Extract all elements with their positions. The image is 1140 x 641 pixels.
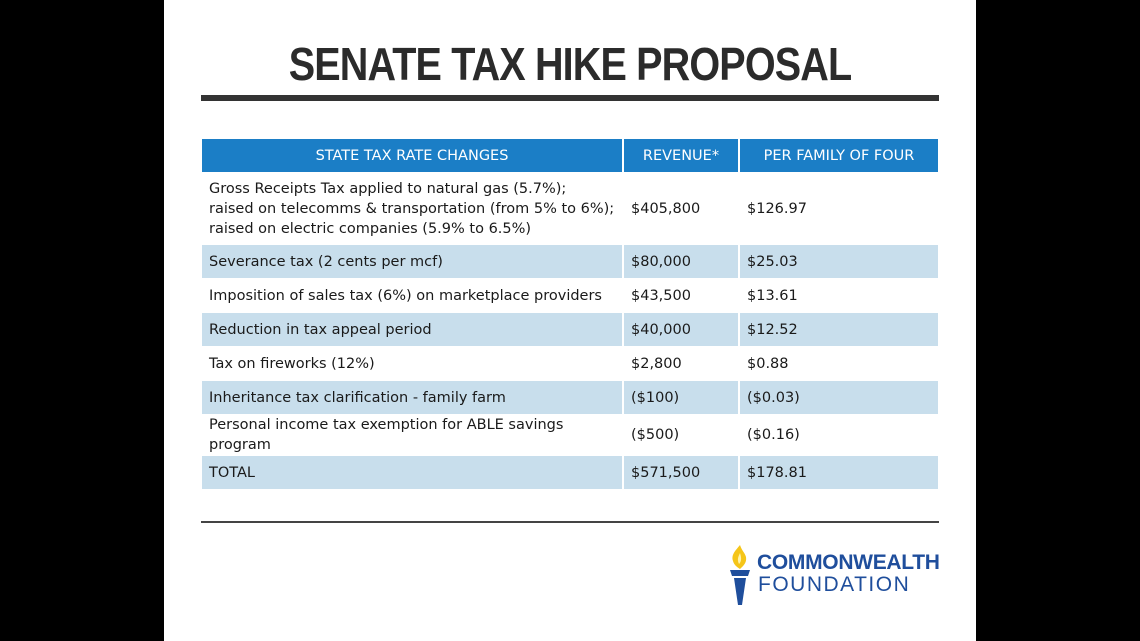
tax-change-cell: TOTAL [202,456,623,490]
tax-change-line: raised on electric companies (5.9% to 6.5%) [209,220,532,237]
header-per-family: PER FAMILY OF FOUR [739,139,938,173]
tax-change-cell: Tax on fireworks (12%) [202,347,623,381]
tax-change-cell [202,173,623,245]
table-row [202,381,938,415]
per-family-cell: ($0.03) [739,381,938,415]
table-row-total [202,456,938,490]
per-family-cell: $126.97 [739,173,938,245]
per-family-cell: $0.88 [739,347,938,381]
table-row [202,245,938,279]
table-header-row [202,139,938,173]
per-family-cell: $13.61 [739,279,938,313]
header-tax-changes: STATE TAX RATE CHANGES [202,139,623,173]
per-family-cell: $178.81 [739,456,938,490]
tax-table [202,139,938,489]
tax-change-cell: Imposition of sales tax (6%) on marketplace providers [202,279,623,313]
per-family-cell: $12.52 [739,313,938,347]
header-revenue: REVENUE* [623,139,739,173]
revenue-cell: $80,000 [623,245,739,279]
table-row [202,279,938,313]
revenue-cell: $43,500 [623,279,739,313]
tax-change-cell: Severance tax (2 cents per mcf) [202,245,623,279]
table-row [202,415,938,456]
table-row [202,173,938,245]
tax-change-cell: Reduction in tax appeal period [202,313,623,347]
slide [164,0,976,641]
table-row [202,313,938,347]
revenue-cell: $571,500 [623,456,739,490]
torch-icon [727,543,753,607]
tax-change-line: raised on telecomms & transportation (from 5% to 6%); [209,200,615,217]
revenue-cell: ($500) [623,415,739,456]
tax-change-cell: Inheritance tax clarification - family farm [202,381,623,415]
commonwealth-foundation-logo [727,543,942,607]
logo-text-commonwealth: COMMONWEALTH [757,551,940,574]
revenue-cell: $40,000 [623,313,739,347]
table-row [202,347,938,381]
tax-change-cell: Personal income tax exemption for ABLE savings program [202,415,623,456]
page-title: SENATE TAX HIKE PROPOSAL [288,38,852,90]
tax-change-line: Gross Receipts Tax applied to natural gas (5.7%); [209,180,567,197]
per-family-cell: ($0.16) [739,415,938,456]
revenue-cell: $405,800 [623,173,739,245]
title-divider [201,95,939,101]
revenue-cell: $2,800 [623,347,739,381]
logo-text-foundation: FOUNDATION [758,573,911,596]
revenue-cell: ($100) [623,381,739,415]
per-family-cell: $25.03 [739,245,938,279]
bottom-divider [201,521,939,523]
